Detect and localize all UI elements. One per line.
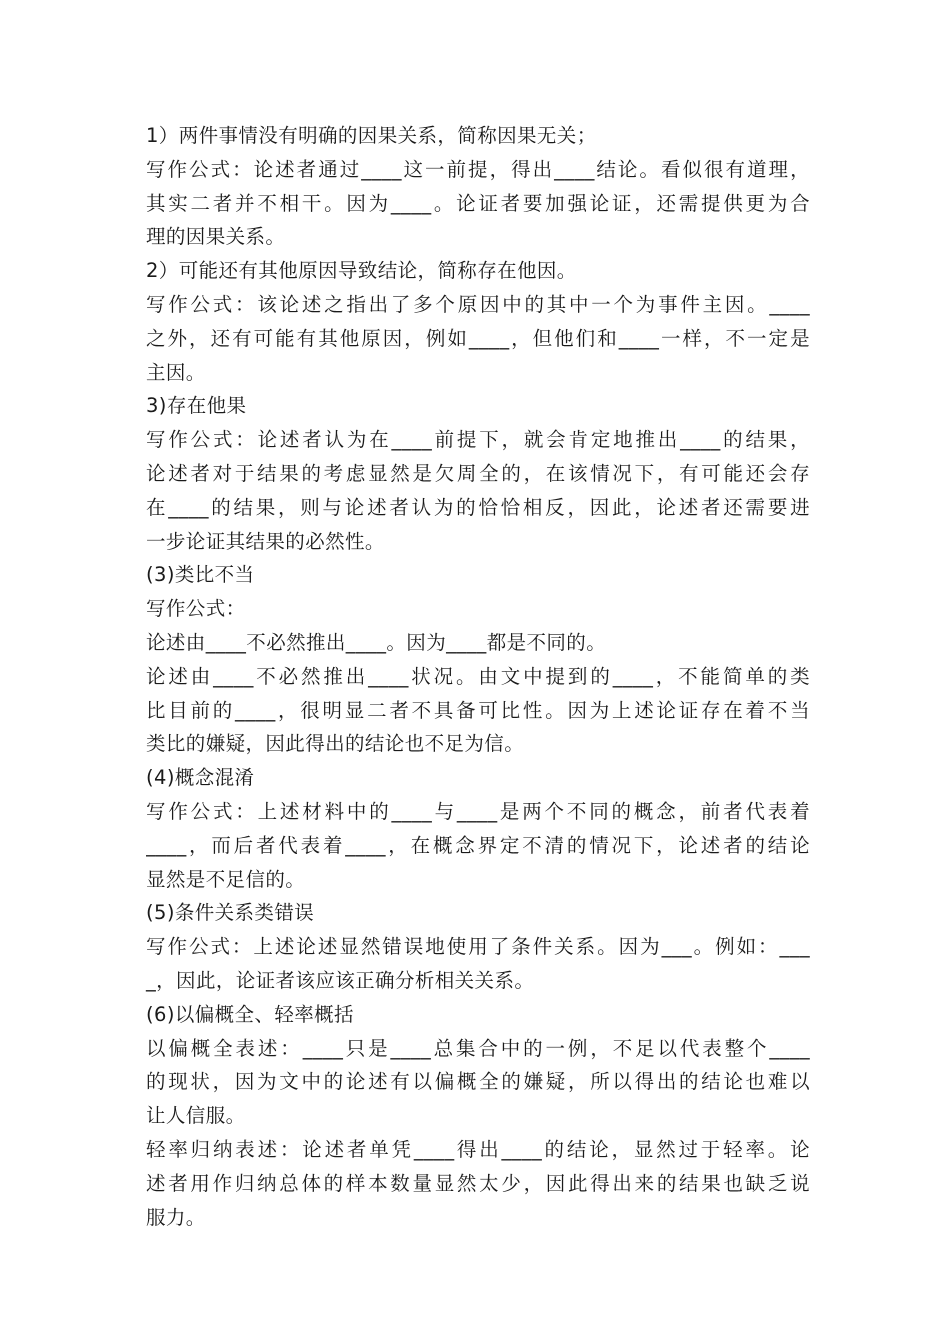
- text-line: 让人信服。: [146, 1104, 246, 1128]
- text-line: 类比的嫌疑，因此得出的结论也不足为信。: [146, 732, 525, 756]
- text-line: 显然是不足信的。: [146, 867, 306, 891]
- text-line: 写作公式：该论述之指出了多个原因中的其中一个为事件主因。____: [146, 292, 810, 316]
- text-line: 论述者对于结果的考虑显然是欠周全的，在该情况下，有可能还会存: [146, 461, 810, 485]
- text-line: _，因此，论证者该应该正确分析相关关系。: [146, 968, 535, 992]
- text-line: 理的因果关系。: [146, 225, 286, 249]
- text-line: 之外，还有可能有其他原因，例如____，但他们和____一样，不一定是: [146, 326, 810, 350]
- text-line: 论述由____不必然推出____状况。由文中提到的____，不能简单的类: [146, 664, 810, 688]
- text-line: 写作公式：上述材料中的____与____是两个不同的概念，前者代表着: [146, 799, 810, 823]
- text-line: 比目前的____，很明显二者不具备可比性。因为上述论证存在着不当: [146, 698, 810, 722]
- text-line: 在____的结果，则与论述者认为的恰恰相反，因此，论述者还需要进: [146, 495, 810, 519]
- text-line: 1）两件事情没有明确的因果关系，简称因果无关；: [146, 124, 597, 147]
- text-line: 服力。: [146, 1205, 206, 1229]
- section-heading: 3)存在他果: [146, 394, 247, 418]
- text-line: 的现状，因为文中的论述有以偏概全的嫌疑，所以得出的结论也难以: [146, 1070, 810, 1094]
- text-line: 写作公式：: [146, 597, 246, 621]
- text-line: 主因。: [146, 360, 206, 384]
- section-heading: (4)概念混淆: [146, 766, 255, 790]
- text-line: 写作公式：论述者认为在____前提下，就会肯定地推出____的结果，: [146, 428, 810, 452]
- text-line: 写作公式：上述论述显然错误地使用了条件关系。因为___。例如：___: [146, 935, 810, 959]
- section-heading: (6)以偏概全、轻率概括: [146, 1002, 354, 1026]
- document-body: [146, 119, 810, 1234]
- text-line: 2）可能还有其他原因导致结论，简称存在他因。: [146, 259, 577, 283]
- text-line: 其实二者并不相干。因为____。论证者要加强论证，还需提供更为合: [146, 191, 810, 215]
- text-line: 以偏概全表述：____只是____总集合中的一例，不足以代表整个____: [146, 1036, 810, 1060]
- section-heading: (3)类比不当: [146, 563, 255, 587]
- section-heading: (5)条件关系类错误: [146, 901, 315, 925]
- text-line: 写作公式：论述者通过____这一前提，得出____结论。看似很有道理，: [146, 157, 810, 181]
- text-line: 论述由____不必然推出____。因为____都是不同的。: [146, 630, 607, 654]
- text-line: 轻率归纳表述：论述者单凭____得出____的结论，显然过于轻率。论: [146, 1137, 810, 1161]
- text-line: 述者用作归纳总体的样本数量显然太少，因此得出来的结果也缺乏说: [146, 1171, 810, 1195]
- text-line: ____，而后者代表着____，在概念界定不清的情况下，论述者的结论: [146, 833, 810, 857]
- text-line: 一步论证其结果的必然性。: [146, 529, 385, 553]
